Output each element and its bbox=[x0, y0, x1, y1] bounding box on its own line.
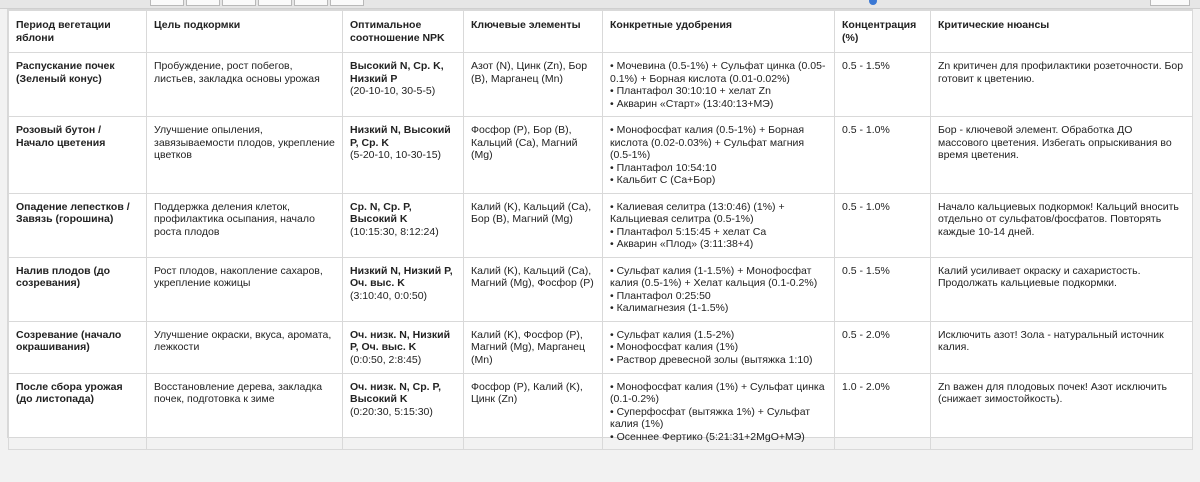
cell-period: Распускание почек (Зеленый конус) bbox=[9, 53, 147, 117]
cell-npk bbox=[343, 53, 464, 117]
toolbar-button[interactable] bbox=[258, 0, 292, 6]
cell-goal: Улучшение опыления, завязываемости плодов, укрепление цветков bbox=[147, 117, 343, 194]
column-header-goal: Цель подкормки bbox=[147, 11, 343, 53]
table-row bbox=[9, 321, 1193, 373]
cell-notes: Бор - ключевой элемент. Обработка ДО массового цветения. Избегать опрыскивания во время цветения. bbox=[931, 117, 1193, 194]
fertilizer-item: • Сульфат калия (1.5-2%) bbox=[610, 328, 735, 341]
cell-npk bbox=[343, 117, 464, 194]
fertilizer-item: • Плантафол 30:10:10 + хелат Zn bbox=[610, 85, 771, 97]
toolbar-button[interactable] bbox=[222, 0, 256, 6]
cell-goal: Улучшение окраски, вкуса, аромата, лежкости bbox=[147, 321, 343, 373]
toolbar-button[interactable] bbox=[186, 0, 220, 6]
cell-elements: Калий (K), Кальций (Ca), Бор (B), Магний (Mg) bbox=[464, 193, 603, 257]
toolbar-button[interactable] bbox=[150, 0, 184, 6]
column-header-fertilizers: Конкретные удобрения bbox=[603, 11, 835, 53]
cell-goal: Поддержка деления клеток, профилактика осыпания, начало роста плодов bbox=[147, 193, 343, 257]
npk-ratio: (0:20:30, 5:15:30) bbox=[350, 405, 433, 418]
fertilizer-item: • Кальбит С (Ca+Бор) bbox=[610, 174, 716, 186]
toolbar-button[interactable] bbox=[330, 0, 364, 6]
npk-main: Низкий N, Низкий P, Оч. выс. K bbox=[350, 264, 453, 289]
fertilizer-item: • Суперфосфат (вытяжка 1%) + Сульфат калия (1%) bbox=[610, 405, 811, 430]
cell-fertilizers bbox=[603, 117, 835, 194]
cell-concentration: 0.5 - 1.0% bbox=[835, 193, 931, 257]
table-header-row bbox=[9, 11, 1193, 53]
cell-period: Опадение лепестков / Завязь (горошина) bbox=[9, 193, 147, 257]
cell-concentration: 1.0 - 2.0% bbox=[835, 373, 931, 450]
fertilizer-item: • Осеннее Фертико (5:21:31+2MgO+МЭ) bbox=[610, 430, 805, 443]
npk-main: Низкий N, Высокий P, Ср. K bbox=[350, 124, 451, 149]
table-row bbox=[9, 373, 1193, 450]
cell-concentration: 0.5 - 2.0% bbox=[835, 321, 931, 373]
npk-main: Высокий N, Ср. K, Низкий P bbox=[350, 60, 444, 85]
column-header-period: Период вегетации яблони bbox=[9, 11, 147, 53]
fertilizer-item: • Плантафол 10:54:10 bbox=[610, 161, 717, 174]
cell-goal: Восстановление дерева, закладка почек, подготовка к зиме bbox=[147, 373, 343, 450]
npk-ratio: (10:15:30, 8:12:24) bbox=[350, 225, 439, 238]
cell-notes: Калий усиливает окраску и сахаристость. Продолжать кальциевые подкормки. bbox=[931, 257, 1193, 321]
cell-period: Налив плодов (до созревания) bbox=[9, 257, 147, 321]
cell-goal: Рост плодов, накопление сахаров, укрепление кожицы bbox=[147, 257, 343, 321]
fertilizer-item: • Монофосфат калия (1%) + Сульфат цинка (0.1-0.2%) bbox=[610, 380, 825, 405]
fertilizer-item: • Акварин «Плод» (3:11:38+4) bbox=[610, 238, 754, 250]
fertilizer-table-container bbox=[8, 10, 1192, 443]
toolbar-strip bbox=[0, 0, 1200, 9]
fertilizer-item: • Акварин «Старт» (13:40:13+МЭ) bbox=[610, 97, 774, 110]
column-header-concentration: Концентрация (%) bbox=[835, 11, 931, 53]
cell-goal: Пробуждение, рост побегов, листьев, закладка основы урожая bbox=[147, 53, 343, 117]
cell-fertilizers bbox=[603, 321, 835, 373]
cell-notes: Zn важен для плодовых почек! Азот исключить (снижает зимостойкость). bbox=[931, 373, 1193, 450]
npk-main: Ср. N, Ср. P, Высокий K bbox=[350, 200, 412, 225]
cell-elements: Фосфор (P), Калий (K), Цинк (Zn) bbox=[464, 373, 603, 450]
fertilizer-item: • Калиевая селитра (13:0:46) (1%) + Кальциевая селитра (0.5-1%) bbox=[610, 200, 785, 225]
cell-elements: Азот (N), Цинк (Zn), Бор (B), Марганец (Mn) bbox=[464, 53, 603, 117]
cell-npk bbox=[343, 193, 464, 257]
cell-fertilizers bbox=[603, 373, 835, 450]
npk-main: Оч. низк. N, Низкий P, Оч. выс. K bbox=[350, 328, 451, 353]
cell-notes: Исключить азот! Зола - натуральный источник калия. bbox=[931, 321, 1193, 373]
cell-period: После сбора урожая (до листопада) bbox=[9, 373, 147, 450]
table-row bbox=[9, 193, 1193, 257]
npk-ratio: (20-10-10, 30-5-5) bbox=[350, 85, 436, 97]
cell-concentration: 0.5 - 1.5% bbox=[835, 53, 931, 117]
table-row bbox=[9, 257, 1193, 321]
fertilizer-item: • Монофосфат калия (0.5-1%) + Борная кислота (0.02-0.03%) + Сульфат магния (0.5-1%) bbox=[610, 124, 805, 161]
cell-period: Розовый бутон / Начало цветения bbox=[9, 117, 147, 194]
cell-fertilizers bbox=[603, 257, 835, 321]
cell-npk bbox=[343, 321, 464, 373]
cell-fertilizers bbox=[603, 193, 835, 257]
npk-ratio: (3:10:40, 0:0:50) bbox=[350, 289, 428, 302]
fertilizer-item: • Мочевина (0.5-1%) + Сульфат цинка (0.05-0.1%) + Борная кислота (0.01-0.02%) bbox=[610, 60, 826, 85]
fertilizer-item: • Сульфат калия (1-1.5%) + Монофосфат калия (0.5-1%) + Хелат кальция (0.1-0.2%) bbox=[610, 264, 818, 289]
npk-main: Оч. низк. N, Ср. P, Высокий K bbox=[350, 380, 442, 405]
fertilizer-table bbox=[8, 10, 1193, 450]
cell-notes: Zn критичен для профилактики розеточности. Бор готовит к цветению. bbox=[931, 53, 1193, 117]
cell-concentration: 0.5 - 1.5% bbox=[835, 257, 931, 321]
cell-elements: Калий (K), Кальций (Ca), Магний (Mg), Фосфор (P) bbox=[464, 257, 603, 321]
npk-ratio: (0:0:50, 2:8:45) bbox=[350, 353, 422, 366]
cell-concentration: 0.5 - 1.0% bbox=[835, 117, 931, 194]
cell-npk bbox=[343, 373, 464, 450]
cell-notes: Начало кальциевых подкормок! Кальций вносить отдельно от сульфатов/фосфатов. Повторять каждые 10-14 дней. bbox=[931, 193, 1193, 257]
table-row bbox=[9, 53, 1193, 117]
toolbar-button[interactable] bbox=[1150, 0, 1190, 6]
fertilizer-item: • Монофосфат калия (1%) bbox=[610, 341, 739, 353]
fertilizer-item: • Калимагнезия (1-1.5%) bbox=[610, 302, 729, 314]
npk-ratio: (5-20-10, 10-30-15) bbox=[350, 149, 442, 161]
fertilizer-item: • Плантафол 0:25:50 bbox=[610, 289, 711, 302]
column-header-npk: Оптимальное соотношение NPK bbox=[343, 11, 464, 53]
table-row bbox=[9, 117, 1193, 194]
cell-period: Созревание (начало окрашивания) bbox=[9, 321, 147, 373]
cell-elements: Фосфор (P), Бор (B), Кальций (Ca), Магний (Mg) bbox=[464, 117, 603, 194]
column-header-elements: Ключевые элементы bbox=[464, 11, 603, 53]
fertilizer-item: • Плантафол 5:15:45 + хелат Ca bbox=[610, 225, 767, 238]
cell-elements: Калий (K), Фосфор (P), Магний (Mg), Марганец (Mn) bbox=[464, 321, 603, 373]
fertilizer-item: • Раствор древесной золы (вытяжка 1:10) bbox=[610, 353, 813, 366]
toolbar-indicator-icon bbox=[869, 0, 877, 5]
column-header-notes: Критические нюансы bbox=[931, 11, 1193, 53]
cell-npk bbox=[343, 257, 464, 321]
cell-fertilizers bbox=[603, 53, 835, 117]
toolbar-button[interactable] bbox=[294, 0, 328, 6]
